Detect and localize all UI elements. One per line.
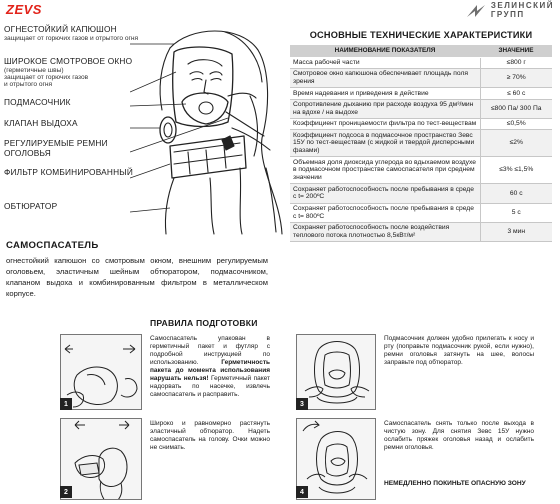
spec-name: Сохраняет работоспособность после пребывания в среде с t= 200ºС: [290, 184, 480, 203]
table-row: [290, 88, 552, 99]
group-logo-line2: ГРУПП: [490, 9, 525, 19]
callout-valve: [4, 119, 200, 129]
spec-name: Коэффициент подсоса в подмасочное пространство Зевс 15У по тест-веществам (с жидкой и твердой дисперсными фазами): [290, 130, 480, 157]
table-row: [290, 184, 552, 203]
callout-visor-sub-2: защищает от горючих газов: [4, 73, 89, 81]
step1-text-after: Герметичный пакет надорвать по насечке, извлечь самоспасатель и расправить.: [150, 375, 271, 398]
spec-name: Время надевания и приведения в действие: [290, 88, 480, 99]
table-row: [290, 222, 552, 241]
callout-hood: [4, 25, 200, 42]
spec-value: ≤800 Па/ 300 Па: [480, 99, 552, 118]
step3-illustration: [296, 334, 376, 410]
callout-visor: [4, 57, 200, 88]
spec-name: Масса рабочей части: [290, 57, 480, 68]
spec-name: Объемная доля диоксида углерода во вдыхаемом воздухе в подмасочном пространстве самоспасателя при среднем значении: [290, 157, 480, 184]
callout-obturator-title: ОБТЮРАТОР: [4, 201, 58, 211]
callout-obturator: [4, 202, 200, 212]
spec-value: 60 с: [480, 184, 552, 203]
step1-text: [150, 335, 270, 399]
callout-visor-sub-3: и отрытого огня: [4, 80, 53, 88]
step4-text: Самоспасатель снять только после выхода в чистую зону. Для снятия Зевс 15У нужно ослабить пряжек оголовья назад и ослабить ремни оголовья.: [384, 420, 534, 451]
spec-value: ≤3% ≤1,5%: [480, 157, 552, 184]
step1-number: 1: [60, 398, 72, 410]
specs-header-row: [290, 45, 552, 57]
adjust-mask-icon: [297, 335, 376, 410]
step3-text: Подмасочник должен удобно прилегать к носу и рту (поправьте подмасочник рукой, если нужно), ремни оголовья затянуть на шее, волосы заправьте под обтюратор.: [384, 335, 534, 366]
step4-number: 4: [296, 486, 308, 498]
callout-valve-title: КЛАПАН ВЫДОХА: [4, 118, 78, 128]
specs-title: ОСНОВНЫЕ ТЕХНИЧЕСКИЕ ХАРАКТЕРИСТИКИ: [309, 30, 533, 40]
table-row: [290, 69, 552, 88]
product-title: САМОСПАСАТЕЛЬ: [6, 240, 99, 251]
unpack-hands-icon: [61, 335, 142, 410]
step1-text-bold: Герметичность пакета до момента использования нарушать нельзя!: [150, 359, 270, 382]
callout-visor-sub-1: (герметичные швы): [4, 66, 64, 74]
spec-value: ≤ 60 с: [480, 88, 552, 99]
callout-filter: [4, 168, 200, 178]
group-logo: [465, 2, 554, 19]
table-row: [290, 118, 552, 129]
callout-hood-sub: защищает от горючих газов и отрытого огня: [4, 34, 139, 42]
evacuate-warning: НЕМЕДЛЕННО ПОКИНЬТЕ ОПАСНУЮ ЗОНУ: [384, 480, 526, 487]
spec-name: Смотровое окно капюшона обеспечивает площадь поля зрения: [290, 69, 480, 88]
callout-straps-sub: ОГОЛОВЬЯ: [4, 147, 51, 158]
spec-value: 5 с: [480, 203, 552, 222]
brand-logo: ZEVS: [6, 2, 42, 17]
table-row: [290, 99, 552, 118]
spec-value: 3 мин: [480, 222, 552, 241]
remove-hood-icon: [297, 419, 376, 500]
specs-col-name: НАИМЕНОВАНИЕ ПОКАЗАТЕЛЯ: [290, 45, 480, 57]
step2-illustration: [60, 418, 142, 500]
spec-name: Коэффициент проницаемости фильтра по тест-веществам: [290, 118, 480, 129]
product-description: огнестойкий капюшон со смотровым окном, внешним регулируемым оголовьем, эластичным шейным обтюратором, подмасочником, клапаном выдоха и комбинированным фильтром в металлическом корпусе.: [6, 256, 268, 298]
put-on-hood-icon: [61, 419, 142, 500]
spec-value: ≥ 70%: [480, 69, 552, 88]
table-row: [290, 130, 552, 157]
step2-number: 2: [60, 486, 72, 498]
spec-value: ≤800 г: [480, 57, 552, 68]
spec-value: ≤2%: [480, 130, 552, 157]
callout-halfmask: [4, 98, 200, 108]
callout-visor-title: ШИРОКОЕ СМОТРОВОЕ ОКНО: [4, 56, 133, 66]
callout-halfmask-title: ПОДМАСОЧНИК: [4, 97, 71, 107]
callout-hood-title: ОГНЕСТОЙКИЙ КАПЮШОН: [4, 24, 117, 34]
step1-illustration: [60, 334, 142, 410]
callout-filter-title: ФИЛЬТР КОМБИНИРОВАННЫЙ: [4, 167, 133, 177]
spec-name: Сопротивление дыханию при расходе воздуха 95 дм³/мин на вдохе / на выдохе: [290, 99, 480, 118]
specs-col-value: ЗНАЧЕНИЕ: [480, 45, 552, 57]
table-row: [290, 57, 552, 68]
step4-illustration: [296, 418, 376, 500]
spec-value: ≤0,5%: [480, 118, 552, 129]
step3-number: 3: [296, 398, 308, 410]
table-row: [290, 157, 552, 184]
step2-text: Широко и равномерно растянуть эластичный обтюратор. Надеть самоспасатель на голову. Очки можно не снимать.: [150, 420, 270, 451]
callout-straps-title: РЕГУЛИРУЕМЫЕ РЕМНИ: [4, 138, 108, 148]
callout-straps: [4, 139, 200, 158]
spec-name: Сохраняет работоспособность после воздействия теплового потока плотностью 8,5кВт/м²: [290, 222, 480, 241]
group-logo-mark-icon: [465, 3, 487, 19]
group-logo-line1: ЗЕЛИНСКИЙ: [490, 1, 554, 10]
rules-title: ПРАВИЛА ПОДГОТОВКИ: [150, 318, 258, 328]
spec-name: Сохраняет работоспособность после пребывания в среде с t= 800ºС: [290, 203, 480, 222]
step1-text-intro: Самоспасатель упакован в герметичный пакет и футляр с подробной инструкцией по использованию.: [150, 335, 270, 366]
specs-table: [290, 45, 552, 242]
table-row: [290, 203, 552, 222]
